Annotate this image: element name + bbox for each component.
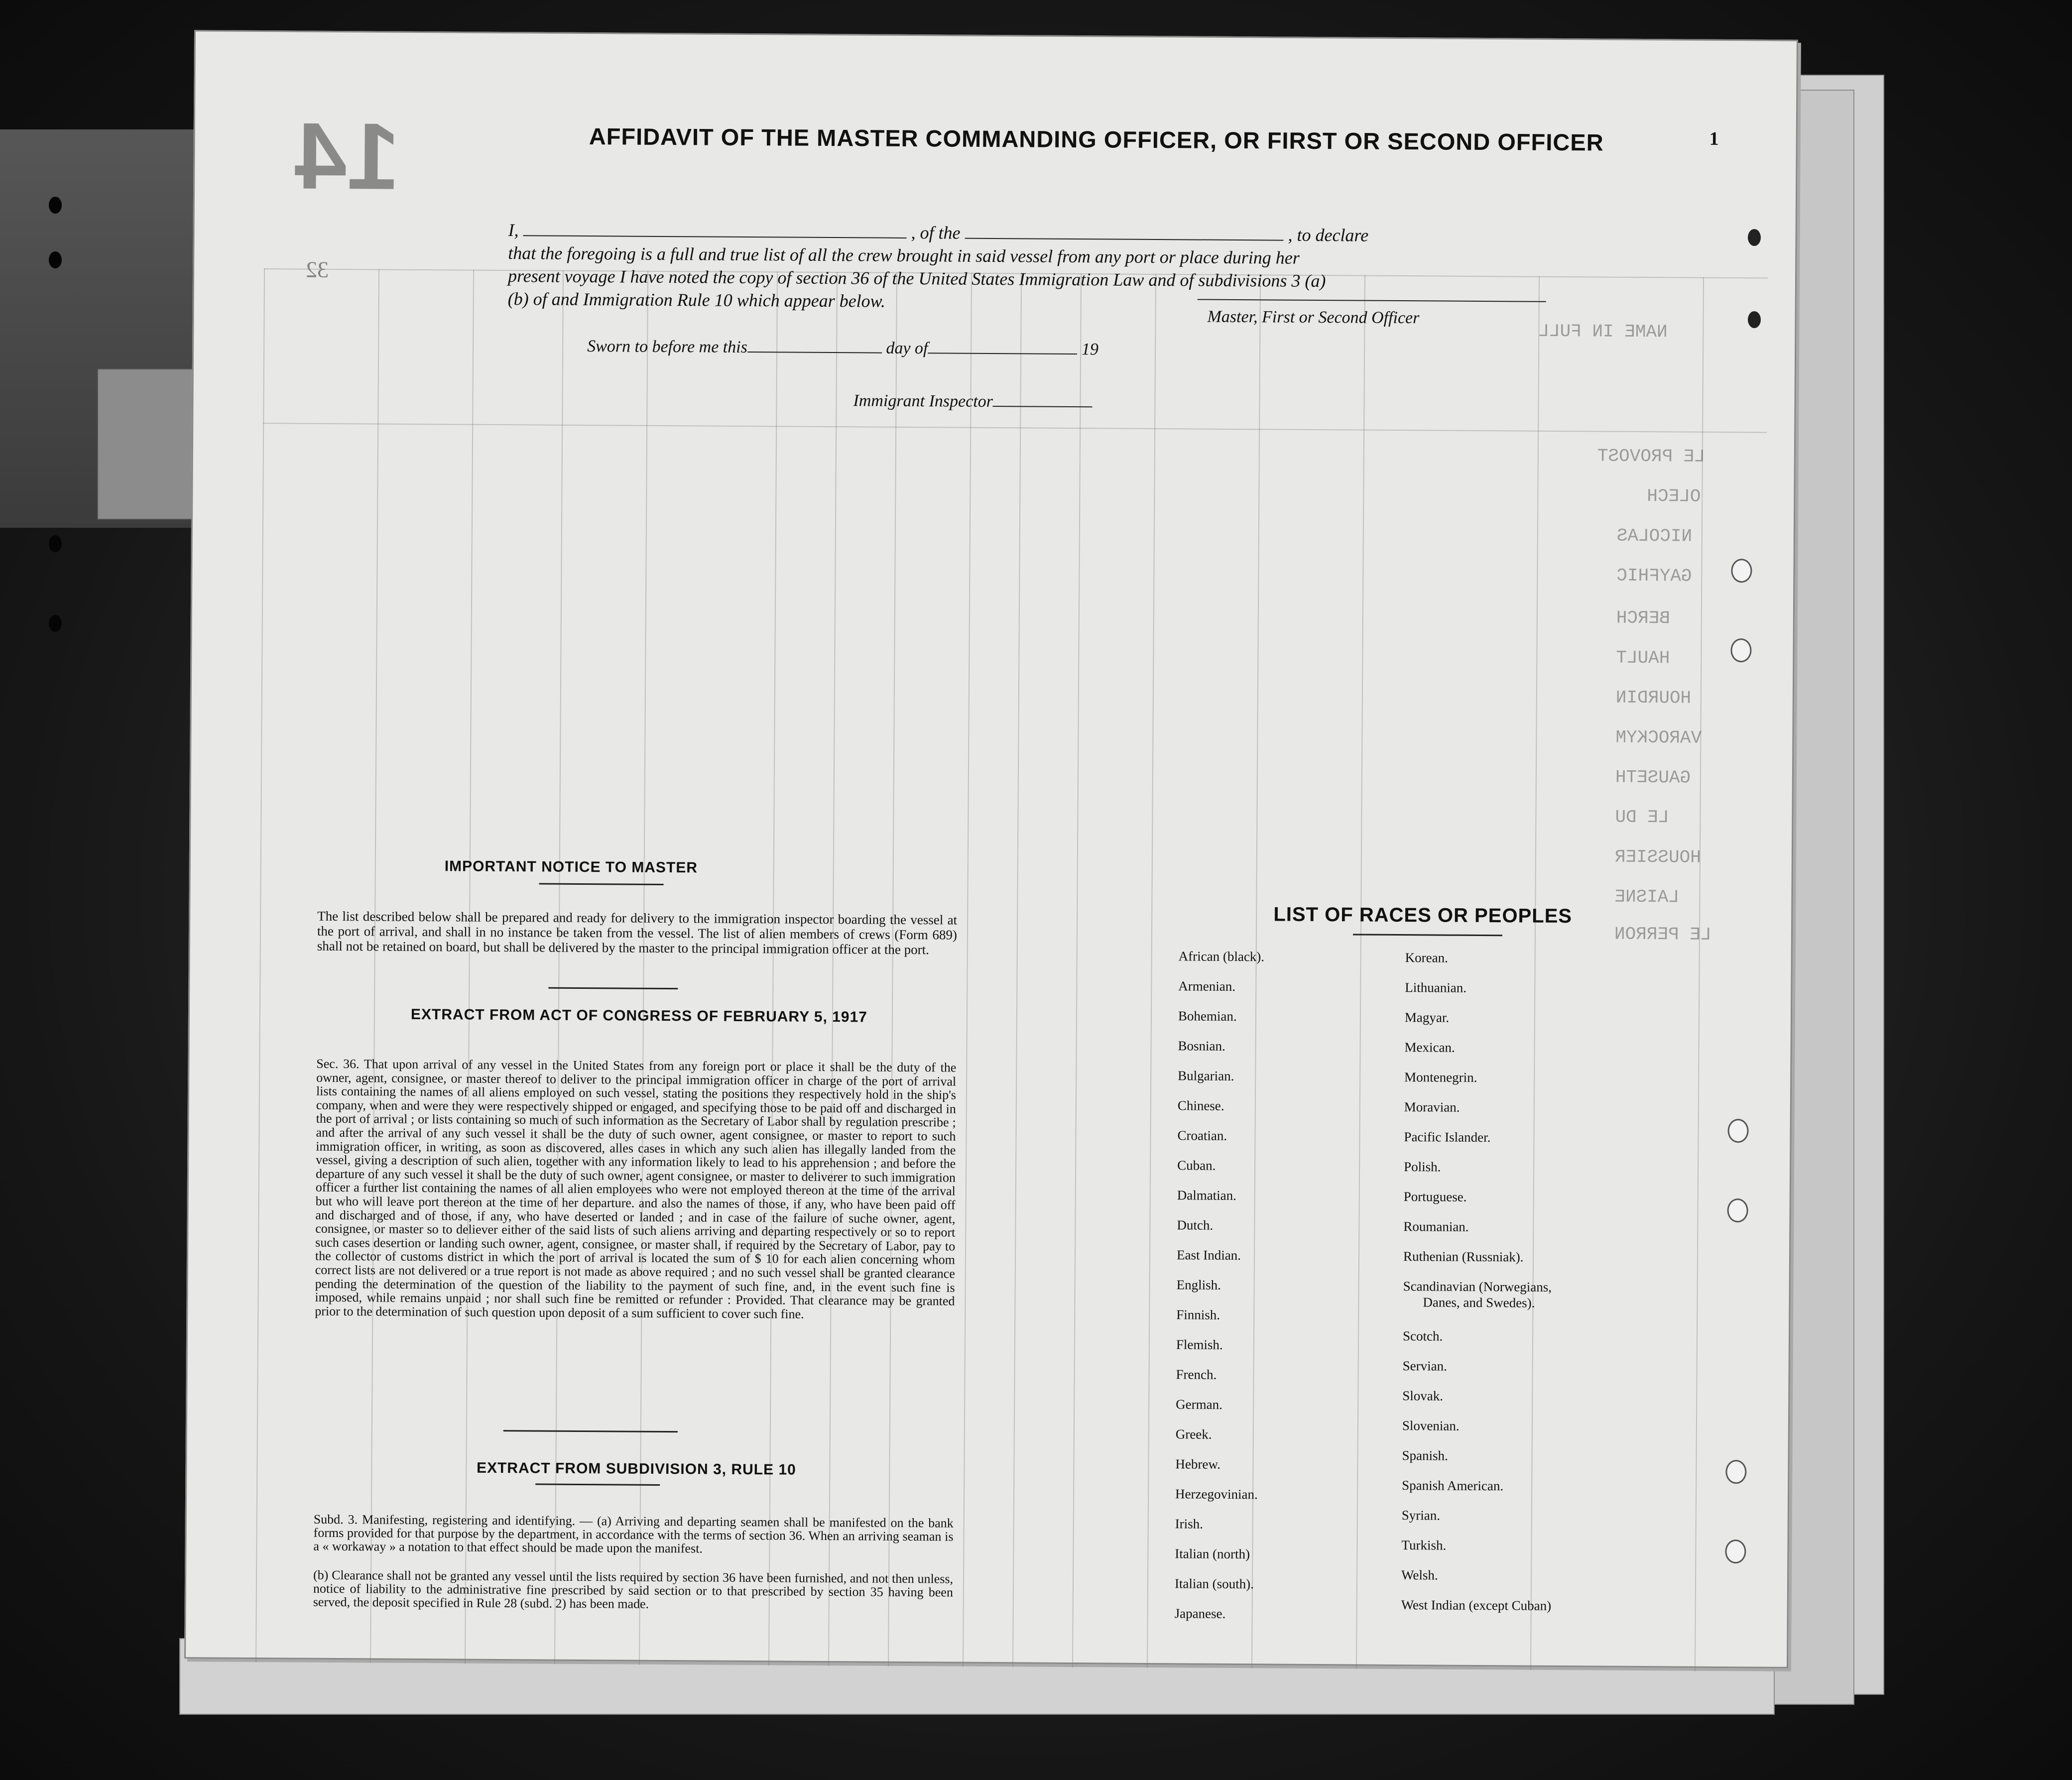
race-item: Japanese. [1174, 1606, 1226, 1621]
sworn-day-blank[interactable] [747, 337, 882, 354]
race-item: Italian (south). [1174, 1576, 1254, 1592]
race-item: Hebrew. [1175, 1456, 1221, 1472]
bleed-through-stamp: 14 [294, 103, 400, 210]
race-item: West Indian (except Cuban) [1401, 1597, 1552, 1613]
notice-rule [539, 883, 664, 885]
punch-hole [1727, 1119, 1748, 1143]
punch-hole [1730, 638, 1751, 662]
bleed-through-number: 32 [305, 256, 329, 282]
affidavit-title: AFFIDAVIT OF THE MASTER COMMANDING OFFICER, OR FIRST OR SECOND OFFICER [589, 123, 1604, 156]
races-title-underline [1353, 934, 1502, 936]
race-item: Scandinavian (Norwegians, [1403, 1279, 1552, 1295]
race-item: Dalmatian. [1177, 1187, 1237, 1203]
binder-hole [49, 615, 62, 632]
race-item: Danes, and Swedes). [1423, 1295, 1535, 1310]
affidavit-line1-start: I, [508, 220, 519, 240]
affidavit-line3: present voyage I have noted the copy of section 36 of the United States Immigration Law and of subdivisions 3 (a) [507, 266, 1326, 291]
rule-text-b: (b) Clearance shall not be granted any vessel until the lists required by section 36 have been furnished, and not then unless, notice of liability to the administrative fine prescribed by said section or to that prescribed by section 35 having been served, the deposit specified in Rule 28 (subd. 2) has been made. [313, 1567, 954, 1611]
inspector-text [853, 390, 1093, 412]
race-item: African (black). [1178, 949, 1265, 964]
punch-hole [1725, 1460, 1746, 1484]
race-item: Cuban. [1177, 1158, 1216, 1173]
page-number: 1 [1709, 128, 1719, 149]
race-item: Armenian. [1178, 978, 1236, 994]
race-item: Chinese. [1177, 1098, 1224, 1113]
bleed-through-table: NAME IN FULL LE PROVOST OLECH NICOLAS GAYFHIC BERCH HAULT HOURDIN VAROCKYM GAUSETH LE DU HOUSSIER LAISNE LE PERRON [255, 268, 1768, 1671]
binder-hole [49, 197, 62, 214]
race-item: Flemish. [1176, 1337, 1223, 1352]
rule-text-a: Subd. 3. Manifesting, registering and identifying. — (a) Arriving and departing seamen shall be manifested on the bank forms provided for that purpose by the department, in accordance with the terms of section 36. When an arriving seaman is a « workaway » a notation to that effect should be made upon the manifest. [313, 1512, 954, 1556]
race-item: Italian (north) [1175, 1546, 1250, 1562]
inspector-label: Immigrant Inspector [853, 391, 993, 411]
race-item: Magyar. [1404, 1010, 1450, 1025]
race-item: East Indian. [1176, 1247, 1241, 1263]
notice-text: The list described below shall be prepared and ready for delivery to the immigration inspector boarding the vessel at the port of arrival, and shall in no instance be taken from the vessel. The list of alien members of crews (Form 689) shall not be retained on board, but shall be delivered by the master to the principal immigration officer at the port. [317, 908, 958, 957]
race-item: Slovak. [1402, 1388, 1444, 1404]
race-item: Bohemian. [1178, 1008, 1237, 1024]
affidavit-line2: that the foregoing is a full and true list of all the crew brought in said vessel from any port or place during her [508, 243, 1300, 268]
race-item: Herzegovinian. [1175, 1486, 1258, 1502]
race-item: German. [1176, 1397, 1223, 1412]
race-item: Syrian. [1401, 1508, 1441, 1523]
vessel-blank[interactable] [965, 223, 1283, 241]
race-item: Irish. [1175, 1516, 1204, 1532]
race-item: Servian. [1402, 1358, 1448, 1374]
races-column-1 [1174, 949, 1387, 1637]
act-text: Sec. 36. That upon arrival of any vessel in the United States from any foreign port or place it shall be the duty of the owner, agent, consignee, or master thereof to deliver to the principal immigration officer in charge of the port of arrival lists containing the names of all aliens employed on such vessel, stating the positions they respectively hold in the ship's company, when and were they were respectively shipped or engaged, and specifying those to be paid off and discharged in the port of arrival ; or lists containing so much of such information as the Secretary of Labor shall by regulation prescribe ; and after the arrival of any such vessel it shall be the duty of such owner, agent consignee, or master to report to such immigration officer, in writing, as soon as discovered, alles cases in which any such alien has illegally landed from the vessel, giving a description of such alien, together with any information likely to lead to his apprehension ; and before the departure of any such vessel it shall be the duty of such owner, agent consignee, or master to deliverer to such immigration officer a further list containing the names of all alien employees who were not employed thereon at the time of the arrival but who will leave port thereon at the time of her departure. and also the names of those, if any, who have been paid off and discharged and of those, if any, who have deserted or landed ; and in case of the failure of suche owner, agent, consignee, or master so to deliever either of the said lists of such aliens arriving and departing respectively or so to report such cases desertion or landing such owner, agent, consignee, or master shall, if required by the Secretary of Labor, pay to the collector of customs district in which the port of arrival is located the sum of $ 10 for each alien concerning whom correct lists are not delivered or a true report is not made as above required ; and no such vessel shall be granted clearance pending the determination of the question of the liability to the payment of such fine, and, in the event such fine is imposed, while remains unpaid ; nor shall such fine be remitted or refunder : Provided. That clearance may be granted prior to the determination of such question upon deposit of a sum sufficient to cover such fine. [315, 1056, 957, 1321]
race-item: Polish. [1404, 1159, 1441, 1175]
sworn-year-label: 19 [1081, 340, 1099, 359]
race-item: Spanish American. [1402, 1478, 1504, 1494]
name-blank[interactable] [523, 220, 907, 238]
act-rule-top [548, 987, 678, 990]
manifest-page [184, 30, 1798, 1668]
race-item: Welsh. [1401, 1567, 1438, 1583]
binder-hole [49, 251, 62, 268]
race-item: Spanish. [1402, 1448, 1448, 1463]
race-item: Croatian. [1177, 1128, 1227, 1143]
race-item: Moravian. [1404, 1099, 1460, 1115]
race-item: Dutch. [1177, 1217, 1214, 1233]
punch-hole [1731, 559, 1752, 583]
affidavit-line1-mid: , of the [911, 222, 961, 243]
affidavit-body [508, 219, 1624, 317]
race-item: Portuguese. [1403, 1189, 1467, 1204]
race-item: Mexican. [1404, 1040, 1455, 1055]
race-item: Bosnian. [1178, 1038, 1225, 1054]
punch-hole [1725, 1540, 1746, 1563]
race-item: Montenegrin. [1404, 1069, 1477, 1085]
race-item: English. [1176, 1277, 1221, 1293]
race-item: Finnish. [1176, 1307, 1220, 1322]
binder-hole [1748, 229, 1761, 246]
race-item: Bulgarian. [1178, 1068, 1234, 1083]
races-title: LIST OF RACES OR PEOPLES [1273, 903, 1573, 928]
race-item: Turkish. [1401, 1538, 1447, 1553]
notice-heading: IMPORTANT NOTICE TO MASTER [444, 858, 698, 876]
race-item: Slovenian. [1402, 1418, 1460, 1433]
punch-hole [1727, 1198, 1748, 1222]
rule-heading: EXTRACT FROM SUBDIVISION 3, RULE 10 [476, 1459, 796, 1478]
master-signature-label: Master, First or Second Officer [1207, 307, 1420, 328]
binder-hole [49, 535, 62, 552]
binder-hole [1748, 311, 1761, 328]
race-item: Lithuanian. [1405, 980, 1467, 995]
sworn-month-blank[interactable] [928, 338, 1077, 355]
race-item: Greek. [1175, 1426, 1212, 1442]
rule-heading-underline [535, 1483, 660, 1486]
race-item: Scotch. [1402, 1328, 1443, 1344]
rule-divider [503, 1430, 678, 1432]
race-item: Korean. [1405, 950, 1448, 965]
race-item: Pacific Islander. [1404, 1129, 1491, 1145]
affidavit-line1-end: , to declare [1288, 225, 1369, 245]
races-column-2 [1401, 950, 1704, 1639]
sworn-text [587, 336, 1098, 359]
inspector-blank[interactable] [993, 391, 1093, 407]
act-heading: EXTRACT FROM ACT OF CONGRESS OF FEBRUARY 5, 1917 [410, 1006, 868, 1026]
race-item: French. [1176, 1367, 1217, 1382]
race-item: Roumanian. [1403, 1219, 1469, 1234]
affidavit-line4: (b) of and Immigration Rule 10 which appear below. [507, 289, 886, 311]
race-item: Ruthenian (Russniak). [1403, 1249, 1524, 1265]
sworn-day-label: day of [886, 339, 928, 358]
sworn-label: Sworn to before me this [587, 337, 747, 356]
